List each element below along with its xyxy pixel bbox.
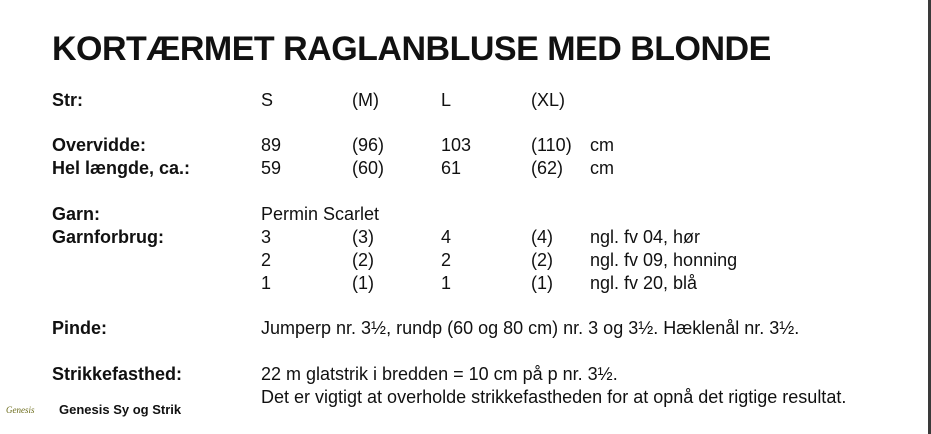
- yarn-usage-xl: (2): [531, 250, 553, 270]
- chest-xl: (110): [531, 135, 572, 155]
- chest-label: Overvidde:: [52, 135, 147, 155]
- length-label: Hel længde, ca.:: [52, 158, 191, 178]
- gauge-label: Strikkefasthed:: [52, 364, 183, 384]
- yarn-usage-s: 1: [261, 273, 272, 293]
- length-xl: (62): [531, 158, 564, 178]
- sizes-label: Str:: [52, 90, 83, 110]
- yarn-usage-m: (3): [352, 227, 374, 247]
- size-s: S: [261, 90, 274, 110]
- publisher-name: Genesis Sy og Strik: [59, 402, 182, 417]
- yarn-usage-xl: (4): [531, 227, 553, 247]
- length-s: 59: [261, 158, 282, 178]
- yarn-usage-color: ngl. fv 20, blå: [590, 273, 698, 293]
- size-l: L: [441, 90, 452, 110]
- length-unit: cm: [590, 158, 614, 178]
- chest-s: 89: [261, 135, 282, 155]
- chest-l: 103: [441, 135, 472, 155]
- yarn-usage-m: (1): [352, 273, 374, 293]
- chest-m: (96): [352, 135, 385, 155]
- yarn-usage-m: (2): [352, 250, 374, 270]
- yarn-usage-l: 1: [441, 273, 452, 293]
- yarn-usage-s: 3: [261, 227, 272, 247]
- yarn-label: Garn:: [52, 204, 101, 224]
- yarn-usage-xl: (1): [531, 273, 553, 293]
- yarn-usage-l: 2: [441, 250, 452, 270]
- size-m: (M): [352, 90, 379, 110]
- length-m: (60): [352, 158, 385, 178]
- yarn-usage-color: ngl. fv 09, honning: [590, 250, 738, 270]
- gauge-line-2: Det er vigtigt at overholde strikkefastheden for at opnå det rigtige resultat.: [261, 387, 847, 407]
- yarn-usage-color: ngl. fv 04, hør: [590, 227, 701, 247]
- chest-unit: cm: [590, 135, 614, 155]
- yarn-usage-l: 4: [441, 227, 452, 247]
- needles-label: Pinde:: [52, 318, 108, 338]
- size-xl: (XL): [531, 90, 566, 110]
- length-l: 61: [441, 158, 462, 178]
- genesis-logo: Genesis: [6, 405, 35, 415]
- gauge-line-1: 22 m glatstrik i bredden = 10 cm på p nr. 3½.: [261, 364, 618, 384]
- yarn-value: Permin Scarlet: [261, 204, 380, 224]
- yarn-usage-label: Garnforbrug:: [52, 227, 164, 247]
- page-title: KORTÆRMET RAGLANBLUSE MED BLONDE: [52, 30, 771, 68]
- yarn-usage-s: 2: [261, 250, 272, 270]
- needles-value: Jumperp nr. 3½, rundp (60 og 80 cm) nr. 3 og 3½. Hæklenål nr. 3½.: [261, 318, 800, 338]
